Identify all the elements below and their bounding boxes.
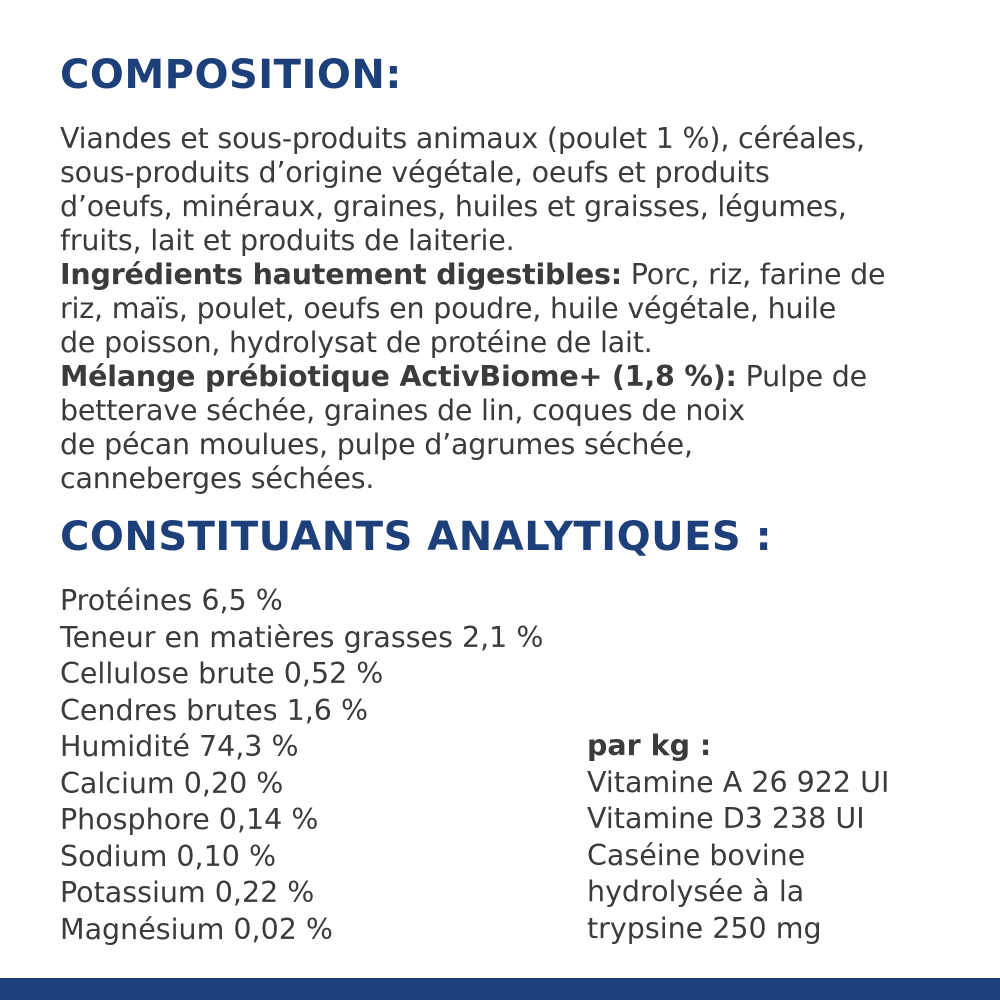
prebiotic-blend-line xyxy=(60,360,985,394)
analytic-constituents-list xyxy=(60,583,543,948)
composition-line: fruits, lait et produits de laiterie. xyxy=(60,224,515,257)
composition-line: sous-produits d’origine végétale, oeufs et produits xyxy=(60,156,770,189)
list-item: Teneur en matières grasses 2,1 % xyxy=(60,620,544,654)
per-kg-line: Caséine bovine xyxy=(587,838,806,872)
list-item: Cendres brutes 1,6 % xyxy=(60,693,369,727)
list-item: Calcium 0,20 % xyxy=(60,766,284,800)
list-item: Magnésium 0,02 % xyxy=(60,912,333,946)
digestible-ingredients-line: de poisson, hydrolysat de protéine de lait. xyxy=(60,326,653,359)
digestible-ingredients-text: Porc, riz, farine de xyxy=(621,258,886,291)
list-item: Sodium 0,10 % xyxy=(60,839,277,873)
prebiotic-blend-line: de pécan moulues, pulpe d’agrumes séchée, xyxy=(60,428,693,461)
per-kg-line: Vitamine A 26 922 UI xyxy=(587,765,890,799)
list-item: Protéines 6,5 % xyxy=(60,584,283,617)
digestible-ingredients-label: Ingrédients hautement digestibles: xyxy=(60,258,622,291)
digestible-ingredients-line: riz, maïs, poulet, oeufs en poudre, huile végétale, huile xyxy=(60,292,837,325)
per-kg-line: trypsine 250 mg xyxy=(587,911,822,945)
per-kg-block xyxy=(587,728,889,947)
list-item: Humidité 74,3 % xyxy=(60,730,299,763)
digestible-ingredients-line xyxy=(60,258,985,292)
composition-text xyxy=(60,122,985,496)
prebiotic-blend-line: canneberges séchées. xyxy=(60,462,375,495)
constituants-heading: CONSTITUANTS ANALYTIQUES : xyxy=(60,514,773,560)
per-kg-title: par kg : xyxy=(587,729,712,762)
list-item: Potassium 0,22 % xyxy=(60,876,315,909)
prebiotic-blend-text: Pulpe de xyxy=(736,360,867,393)
per-kg-line: hydrolysée à la xyxy=(587,875,805,908)
list-item: Cellulose brute 0,52 % xyxy=(60,657,384,690)
composition-heading: COMPOSITION: xyxy=(60,52,402,98)
composition-line: Viandes et sous-produits animaux (poulet 1 %), céréales, xyxy=(60,122,865,155)
prebiotic-blend-line: betterave séchée, graines de lin, coques de noix xyxy=(60,394,745,427)
footer-bar xyxy=(0,978,1000,1000)
list-item: Phosphore 0,14 % xyxy=(60,803,319,836)
per-kg-line: Vitamine D3 238 UI xyxy=(587,802,865,835)
prebiotic-blend-label: Mélange prébiotique ActivBiome+ (1,8 %): xyxy=(60,360,737,393)
composition-line: d’oeufs, minéraux, graines, huiles et graisses, légumes, xyxy=(60,190,847,223)
